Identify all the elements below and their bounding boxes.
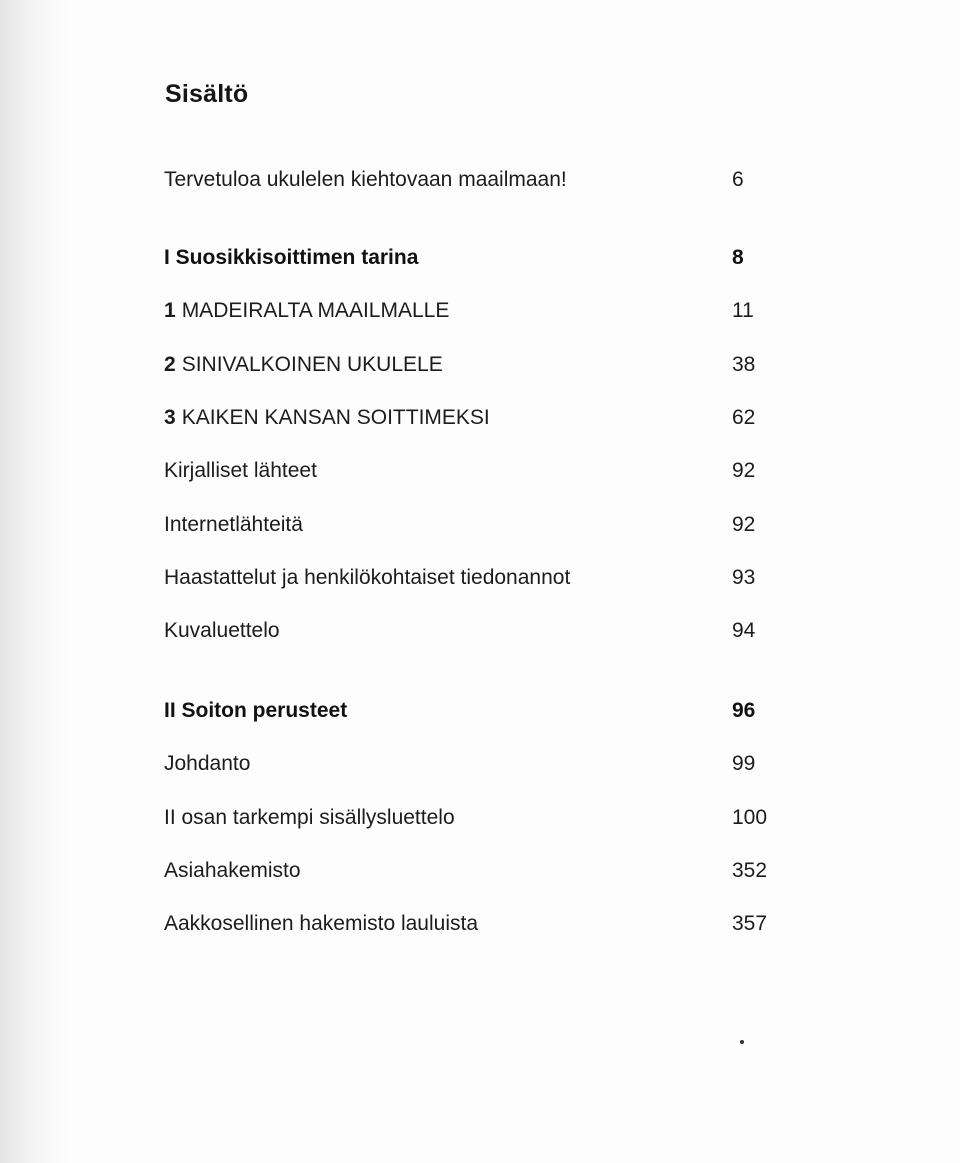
toc-entry-text: SINIVALKOINEN UKULELE	[181, 353, 443, 376]
toc-entry-page: 99	[732, 752, 756, 775]
toc-entry-page: 100	[732, 806, 768, 829]
toc-chapter-2	[164, 353, 774, 387]
toc-entry-page: 11	[732, 299, 754, 322]
toc-entry-label	[164, 353, 443, 377]
toc-entry-page: 96	[732, 699, 756, 722]
toc-entry-page: 38	[732, 353, 756, 376]
toc-entry-text: II Soiton perusteet	[164, 699, 348, 722]
toc-entry-label	[164, 299, 449, 323]
toc-chapter-number: 2	[164, 353, 176, 376]
toc-chapter-number: 3	[164, 406, 176, 429]
toc-entry-text: Johdanto	[164, 752, 251, 775]
toc-entry-page: 357	[732, 912, 768, 935]
toc-entry-page: 93	[732, 566, 756, 589]
toc-entry-text: II osan tarkempi sisällysluettelo	[164, 806, 455, 829]
toc-entry-bibliography	[164, 459, 774, 493]
toc-chapter-number: 1	[164, 299, 176, 322]
toc-entry-internet-sources	[164, 513, 774, 547]
toc-entry-page: 62	[732, 406, 756, 429]
page-title: Sisältö	[165, 80, 249, 108]
toc-entry-text: Internetlähteitä	[164, 513, 303, 536]
toc-entry-text: MADEIRALTA MAAILMALLE	[181, 299, 450, 322]
toc-entry-part2-contents	[164, 806, 774, 840]
toc-chapter-3	[164, 406, 774, 440]
toc-entry-text: Kirjalliset lähteet	[164, 459, 317, 482]
toc-entry-text: Haastattelut ja henkilökohtaiset tiedonannot	[164, 566, 571, 589]
toc-entry-page: 8	[732, 246, 744, 269]
toc-entry-subject-index	[164, 859, 774, 893]
toc-entry-page: 92	[732, 459, 756, 482]
toc-entry-song-index	[164, 912, 774, 946]
toc-entry-label	[164, 406, 490, 430]
toc-entry-page: 94	[732, 619, 756, 642]
toc-entry-page: 6	[732, 168, 744, 191]
toc-entry-text: KAIKEN KANSAN SOITTIMEKSI	[181, 406, 490, 429]
toc-entry-interviews	[164, 566, 774, 600]
toc-part-2	[164, 699, 774, 733]
toc-entry-picture-list	[164, 619, 774, 653]
toc-entry-page: 92	[732, 513, 756, 536]
toc-entry-page: 352	[732, 859, 768, 882]
toc-entry-text: I Suosikkisoittimen tarina	[164, 246, 419, 269]
toc-part-1	[164, 246, 774, 280]
toc-entry-welcome	[164, 168, 774, 202]
page-speck	[740, 1040, 744, 1044]
toc-entry-text: Aakkosellinen hakemisto lauluista	[164, 912, 479, 935]
toc-chapter-1	[164, 299, 774, 333]
toc-entry-introduction	[164, 752, 774, 786]
toc-entry-text: Tervetuloa ukulelen kiehtovaan maailmaan!	[164, 168, 567, 191]
toc-entry-text: Kuvaluettelo	[164, 619, 280, 642]
toc-entry-text: Asiahakemisto	[164, 859, 301, 882]
